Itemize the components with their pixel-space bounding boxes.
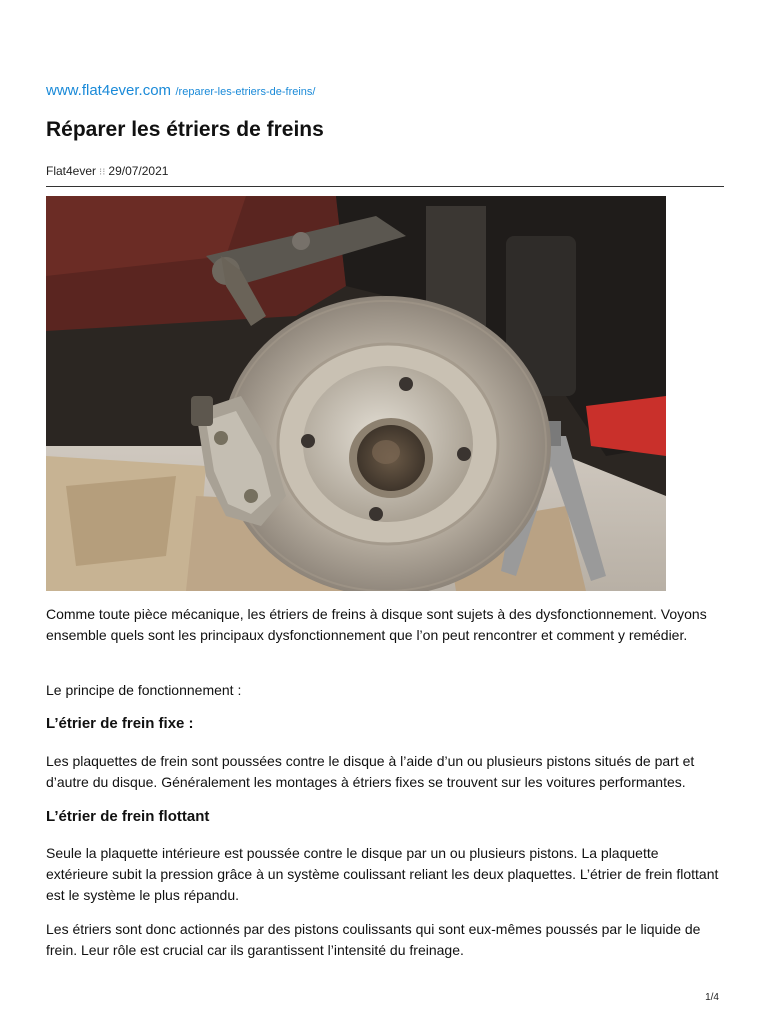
brake-disc-photo — [46, 196, 666, 591]
page-title: Réparer les étriers de freins — [46, 118, 324, 141]
article-meta — [46, 164, 168, 178]
section-floating-caliper-text: Seule la plaquette intérieure est poussée contre le disque par un ou plusieurs pistons. La plaquette extérieure subit la pression grâce à un système coulissant reliant les deux plaquettes. L’étrier de frein flottant est le système le plus répandu. — [46, 845, 719, 903]
brake-disc-illustration — [46, 196, 666, 591]
meta-separator: ⁝⁝ — [99, 167, 106, 178]
section-fixed-caliper-text: Les plaquettes de frein sont poussées contre le disque à l’aide d’un ou plusieurs pistons situés de part et d’autre du disque. Généralement les montages à étriers fixes se trouvent sur les voitures performantes. — [46, 753, 695, 790]
intro-paragraph: Comme toute pièce mécanique, les étriers de freins à disque sont sujets à des dysfonctionnement. Voyons ensemble quels sont les principaux dysfonctionnement que l’on peut rencontrer et comment y remédier. — [46, 606, 707, 643]
publish-date: 29/07/2021 — [108, 164, 169, 178]
principle-text: Le principe de fonctionnement : — [46, 682, 242, 698]
author: Flat4ever — [46, 164, 97, 178]
page-number: 1/4 — [705, 992, 719, 1003]
section-floating-caliper-title: L’étrier de frein flottant — [46, 808, 210, 825]
source-url[interactable] — [46, 82, 315, 100]
url-domain-link[interactable]: www.flat4ever.com — [46, 82, 172, 99]
divider — [46, 186, 724, 187]
url-path-link[interactable]: /reparer-les-etriers-de-freins/ — [175, 86, 316, 98]
section-fixed-caliper-title: L’étrier de frein fixe : — [46, 715, 194, 732]
conclusion-paragraph: Les étriers sont donc actionnés par des pistons coulissants qui sont eux-mêmes poussés par le liquide de frein. Leur rôle est crucial car ils garantissent l’intensité du freinage. — [46, 921, 701, 958]
